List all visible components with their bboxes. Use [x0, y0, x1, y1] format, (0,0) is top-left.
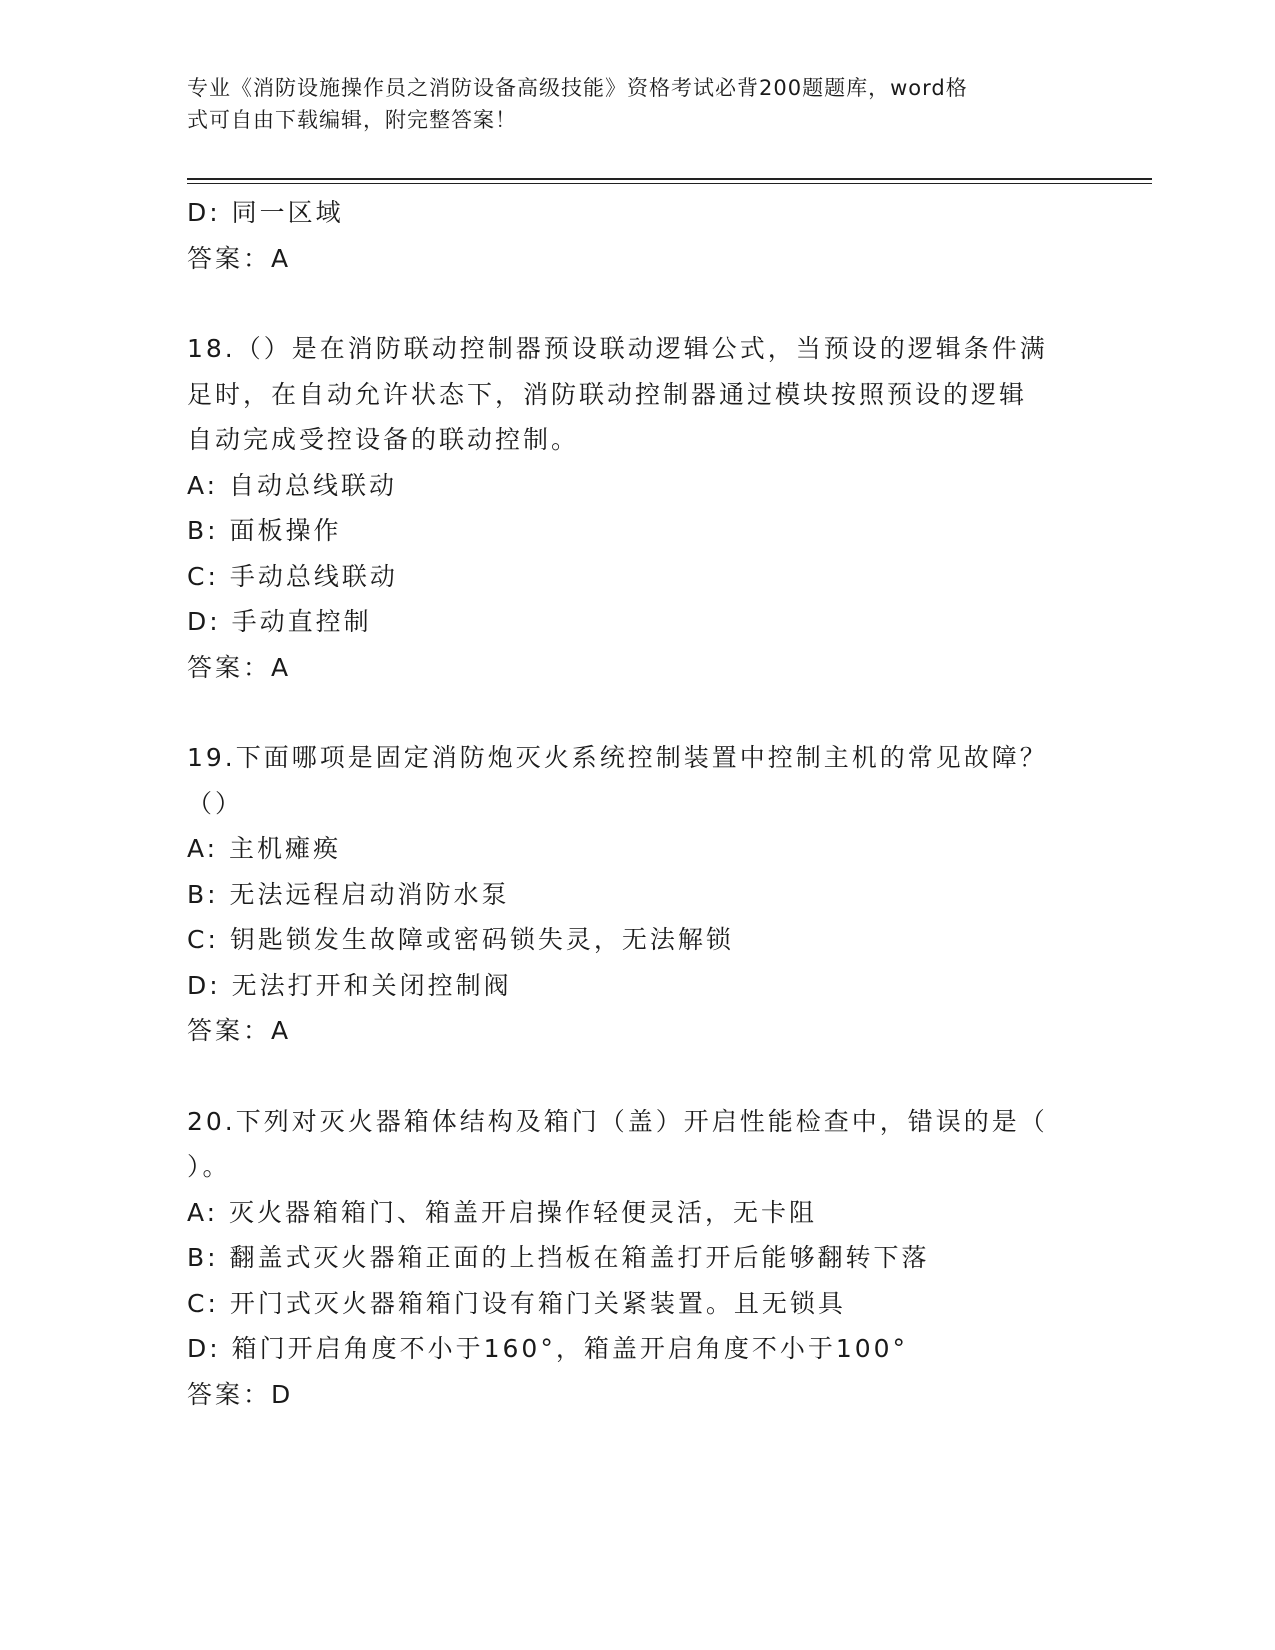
question-text-line: ）。	[187, 1152, 231, 1181]
prev-option-d: D: 同一区域	[187, 198, 344, 227]
question-18	[187, 326, 1087, 690]
option-c: C: 钥匙锁发生故障或密码锁失灵，无法解锁	[187, 925, 734, 954]
prev-answer: 答案：A	[187, 243, 292, 273]
answer: 答案：D	[187, 1379, 294, 1409]
option-a: A: 灭火器箱箱门、箱盖开启操作轻便灵活，无卡阻	[187, 1197, 818, 1227]
question-text-line: 足时，在自动允许状态下，消防联动控制器通过模块按照预设的逻辑	[187, 379, 1028, 409]
option-c: C: 开门式灭火器箱箱门设有箱门关紧装置。且无锁具	[187, 1288, 846, 1318]
header-line-2: 式可自由下载编辑，附完整答案！	[187, 108, 517, 132]
header-line-1: 专业《消防设施操作员之消防设备高级技能》资格考试必背200题题库，word格	[187, 76, 968, 100]
answer: 答案：A	[187, 1016, 292, 1045]
option-d: D: 手动直控制	[187, 607, 372, 636]
option-a: A: 主机瘫痪	[187, 834, 342, 863]
question-text-line: 18.（）是在消防联动控制器预设联动逻辑公式，当预设的逻辑条件满	[187, 334, 1048, 363]
option-b: B: 无法远程启动消防水泵	[187, 879, 510, 909]
option-b: B: 翻盖式灭火器箱正面的上挡板在箱盖打开后能够翻转下落	[187, 1243, 930, 1272]
header-divider-thick	[187, 178, 1152, 180]
option-d: D: 无法打开和关闭控制阀	[187, 970, 512, 1000]
question-text-line: 20.下列对灭火器箱体结构及箱门（盖）开启性能检查中，错误的是（	[187, 1106, 1048, 1136]
question-19	[187, 735, 1087, 1054]
header-divider-thin	[187, 183, 1152, 184]
document-header	[187, 72, 1067, 136]
question-text-line: 自动完成受控设备的联动控制。	[187, 425, 580, 454]
question-text-line: （）	[187, 788, 244, 818]
option-a: A: 自动总线联动	[187, 470, 398, 500]
option-b: B: 面板操作	[187, 516, 342, 545]
option-d: D: 箱门开启角度不小于160°，箱盖开启角度不小于100°	[187, 1334, 909, 1363]
question-text-line: 19.下面哪项是固定消防炮灭火系统控制装置中控制主机的常见故障？	[187, 743, 1048, 772]
answer: 答案：A	[187, 652, 292, 682]
option-c: C: 手动总线联动	[187, 561, 398, 591]
question-20	[187, 1099, 1087, 1418]
question-content	[187, 190, 1087, 1417]
